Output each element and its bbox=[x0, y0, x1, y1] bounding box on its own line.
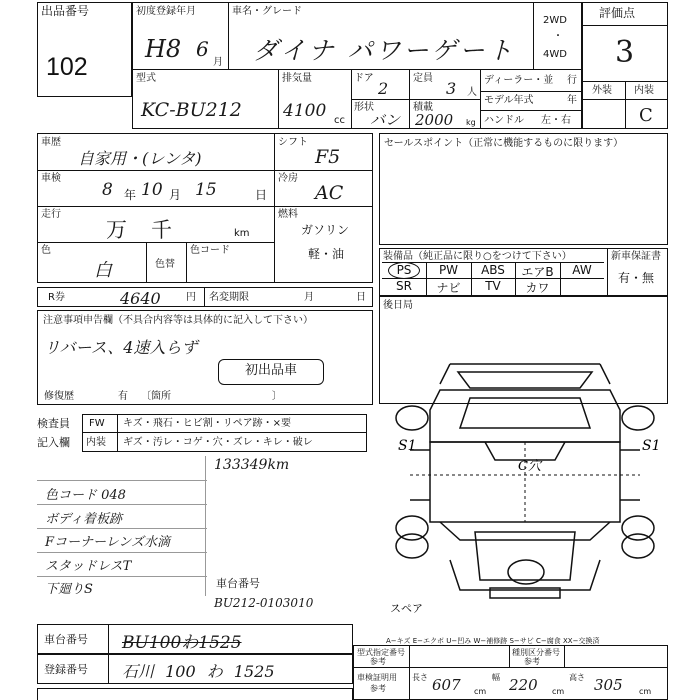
equip-airbag: エアB bbox=[521, 265, 554, 279]
height-value: 305 bbox=[594, 676, 623, 694]
warranty-value: 有・無 bbox=[618, 271, 655, 285]
chassis-row bbox=[37, 624, 353, 654]
notes-value: リバース、4速入らず bbox=[44, 338, 198, 357]
sales-point-label: セールスポイント（正常に機能するものに限ります） bbox=[384, 138, 624, 149]
shift-value: F5 bbox=[315, 146, 341, 168]
length-unit: cm bbox=[474, 687, 487, 696]
color-label: 色 bbox=[41, 245, 51, 256]
body-shape-label: 形状 bbox=[354, 102, 374, 113]
registration-row bbox=[37, 654, 353, 684]
int-items: ギズ・汚レ・コゲ・穴・ズレ・キレ・破レ bbox=[123, 437, 313, 448]
chassis-value: BU100わ1525 bbox=[122, 633, 242, 653]
inspector-note-3: Fコーナーレンズ水滴 bbox=[45, 535, 171, 550]
load-unit: kg bbox=[466, 118, 476, 127]
color-change-label: 色替 bbox=[155, 259, 175, 270]
mileage-km: km bbox=[234, 228, 250, 239]
equip-pw: PW bbox=[438, 263, 459, 277]
name-change-month: 月 bbox=[304, 292, 314, 303]
chassis-label: 車台番号 bbox=[44, 633, 88, 646]
drive-dot: ・ bbox=[553, 31, 563, 42]
top-info-box bbox=[132, 2, 582, 129]
diagram-spare-label: スペア bbox=[390, 602, 423, 615]
equip-ps-circle bbox=[388, 262, 420, 279]
notes-label: 注意事項申告欄（不具合内容等は具体的に記入して下さい） bbox=[43, 315, 313, 326]
displacement-value: 4100 bbox=[283, 101, 327, 121]
equip-sr: SR bbox=[396, 279, 412, 293]
color-code-label: 色コード bbox=[190, 245, 230, 256]
repair-close: 〕 bbox=[272, 391, 282, 402]
equipment-label: 装備品（純正品に限り○をつけて下さい） bbox=[383, 251, 572, 262]
repair-open: 〔箇所 bbox=[141, 391, 171, 402]
inspection-label: 車検 bbox=[41, 173, 61, 184]
model-year-label: モデル年式 bbox=[484, 95, 534, 106]
inspector-label: 検査員 bbox=[37, 417, 70, 430]
reg-date-month-unit: 月 bbox=[213, 57, 223, 68]
designation-label: 型式指定番号 bbox=[357, 648, 405, 657]
handle-label: ハンドル bbox=[484, 115, 524, 126]
first-listing-badge: 初出品車 bbox=[218, 359, 324, 385]
score-box bbox=[582, 2, 668, 129]
height-unit: cm bbox=[639, 687, 652, 696]
car-name-value: ダイナ パワーゲート bbox=[253, 36, 516, 65]
bottom-strip bbox=[37, 688, 353, 700]
car-name-label: 車名・グレード bbox=[232, 6, 302, 17]
registration-value: 石川 100 わ 1525 bbox=[122, 662, 275, 681]
spec-box bbox=[353, 645, 668, 700]
height-label: 高さ bbox=[569, 673, 585, 682]
inspection-day-unit: 日 bbox=[255, 188, 268, 202]
dealer-suffix: 行 bbox=[567, 75, 577, 86]
interior-value: C bbox=[639, 105, 653, 126]
inspector-notes bbox=[37, 458, 212, 598]
drive-4wd: 4WD bbox=[543, 49, 567, 60]
damage-legend: A−キズ E−エクボ U−凹み W−補修跡 S−サビ C−腐食 XX−交換済 bbox=[386, 637, 600, 645]
notes-box bbox=[37, 310, 373, 405]
sales-point-box bbox=[379, 133, 668, 245]
reg-date-month: 6 bbox=[196, 37, 209, 61]
recycle-row bbox=[37, 287, 373, 307]
later-docs-label: 後日局 bbox=[383, 300, 413, 311]
capacity-value: 3 bbox=[446, 79, 457, 98]
odometer-note: 133349km bbox=[214, 457, 290, 473]
length-value: 607 bbox=[432, 676, 461, 694]
score-value: 3 bbox=[615, 35, 635, 70]
fuel-alt: 軽・油 bbox=[308, 247, 345, 261]
equipment-grid bbox=[382, 262, 604, 295]
fw-label: FW bbox=[89, 418, 105, 429]
diagram-center-note: C穴 bbox=[518, 459, 541, 474]
name-change-day: 日 bbox=[356, 292, 366, 303]
displacement-unit: cc bbox=[334, 115, 345, 126]
fw-items: キズ・飛石・ヒビ割・リペア跡・×要 bbox=[123, 418, 291, 429]
repair-has: 有 bbox=[118, 391, 128, 402]
chassis-note-value: BU212-0103010 bbox=[214, 596, 314, 610]
width-label: 幅 bbox=[492, 673, 500, 682]
inspection-year: 8 bbox=[102, 180, 113, 200]
equip-tv: TV bbox=[485, 279, 501, 293]
inspection-month: 10 bbox=[141, 180, 163, 200]
capacity-label: 定員 bbox=[413, 73, 433, 84]
recycle-label: R券 bbox=[48, 292, 65, 303]
equipment-box bbox=[379, 248, 668, 296]
model-year-unit: 年 bbox=[567, 95, 577, 106]
inspector-note-5: 下廻りS bbox=[45, 582, 93, 597]
name-change-label: 名変期限 bbox=[209, 292, 249, 303]
ac-value: AC bbox=[315, 182, 344, 204]
cert-sub: 参考 bbox=[370, 684, 386, 693]
diagram-left-s1: S1 bbox=[398, 438, 417, 454]
diagram-right-s1: S1 bbox=[642, 438, 661, 454]
inspection-year-unit: 年 bbox=[124, 188, 137, 202]
inspector-note-1: 色コード 048 bbox=[45, 488, 126, 503]
equip-leather: カワ bbox=[525, 281, 550, 295]
repair-label: 修復歴 bbox=[44, 391, 74, 402]
score-label: 評価点 bbox=[599, 6, 636, 20]
equip-aw: AW bbox=[572, 263, 592, 277]
displacement-label: 排気量 bbox=[282, 73, 312, 84]
designation-sub: 参考 bbox=[370, 657, 386, 666]
inspector-note-2: ボディ着板跡 bbox=[45, 512, 122, 527]
mileage-label: 走行 bbox=[41, 209, 61, 220]
lot-number-value: 102 bbox=[46, 53, 88, 81]
mileage-sen: 千 bbox=[151, 218, 172, 242]
fuel-label: 燃料 bbox=[278, 209, 298, 220]
category-sub: 参考 bbox=[524, 657, 540, 666]
category-label: 種別区分番号 bbox=[512, 648, 560, 657]
ac-label: 冷房 bbox=[278, 173, 298, 184]
length-label: 長さ bbox=[412, 673, 428, 682]
fuel-value: ガソリン bbox=[301, 223, 350, 237]
chassis-note-label: 車台番号 bbox=[216, 577, 260, 590]
history-value: 自家用・(レンタ) bbox=[78, 149, 202, 168]
load-value: 2000 bbox=[415, 111, 454, 129]
body-shape-value: バン bbox=[370, 111, 401, 129]
drive-2wd: 2WD bbox=[543, 15, 567, 26]
width-value: 220 bbox=[509, 676, 538, 694]
warranty-label: 新車保証書 bbox=[611, 251, 661, 262]
mileage-man: 万 bbox=[106, 218, 127, 242]
color-value: 白 bbox=[94, 260, 112, 281]
interior-label: 内装 bbox=[634, 85, 654, 96]
inspector-note-4: スタッドレスT bbox=[45, 559, 132, 574]
equip-ps: PS bbox=[396, 263, 412, 277]
equip-navi: ナビ bbox=[436, 281, 461, 295]
model-value: KC-BU212 bbox=[141, 99, 242, 121]
inspection-day: 15 bbox=[195, 180, 217, 200]
car-diagram bbox=[380, 350, 670, 620]
capacity-unit: 人 bbox=[467, 87, 477, 98]
exterior-label: 外装 bbox=[592, 85, 612, 96]
equip-abs: ABS bbox=[481, 263, 505, 277]
lot-number-label: 出品番号 bbox=[41, 4, 90, 18]
inspection-month-unit: 月 bbox=[169, 188, 182, 202]
doors-value: 2 bbox=[378, 79, 389, 98]
dealer-label: ディーラー・並 bbox=[484, 75, 554, 86]
cert-label: 車検証明用 bbox=[357, 673, 397, 682]
recycle-unit: 円 bbox=[186, 292, 196, 303]
load-label: 積載 bbox=[413, 102, 433, 113]
entry-label: 記入欄 bbox=[37, 436, 70, 449]
int-label: 内装 bbox=[86, 437, 106, 448]
inspector-block bbox=[37, 414, 373, 452]
reg-date-label: 初度登録年月 bbox=[136, 6, 196, 17]
doors-label: ドア bbox=[354, 73, 374, 84]
history-block bbox=[37, 133, 373, 283]
lot-number-box bbox=[37, 2, 132, 97]
history-label: 車歴 bbox=[41, 137, 61, 148]
model-label: 型式 bbox=[136, 73, 156, 84]
recycle-value: 4640 bbox=[120, 289, 161, 308]
notes-divider bbox=[205, 456, 206, 596]
handle-value: 左・右 bbox=[541, 115, 571, 126]
width-unit: cm bbox=[552, 687, 565, 696]
reg-date-era: H8 bbox=[145, 35, 182, 63]
registration-label: 登録番号 bbox=[44, 663, 88, 676]
shift-label: シフト bbox=[278, 137, 308, 148]
